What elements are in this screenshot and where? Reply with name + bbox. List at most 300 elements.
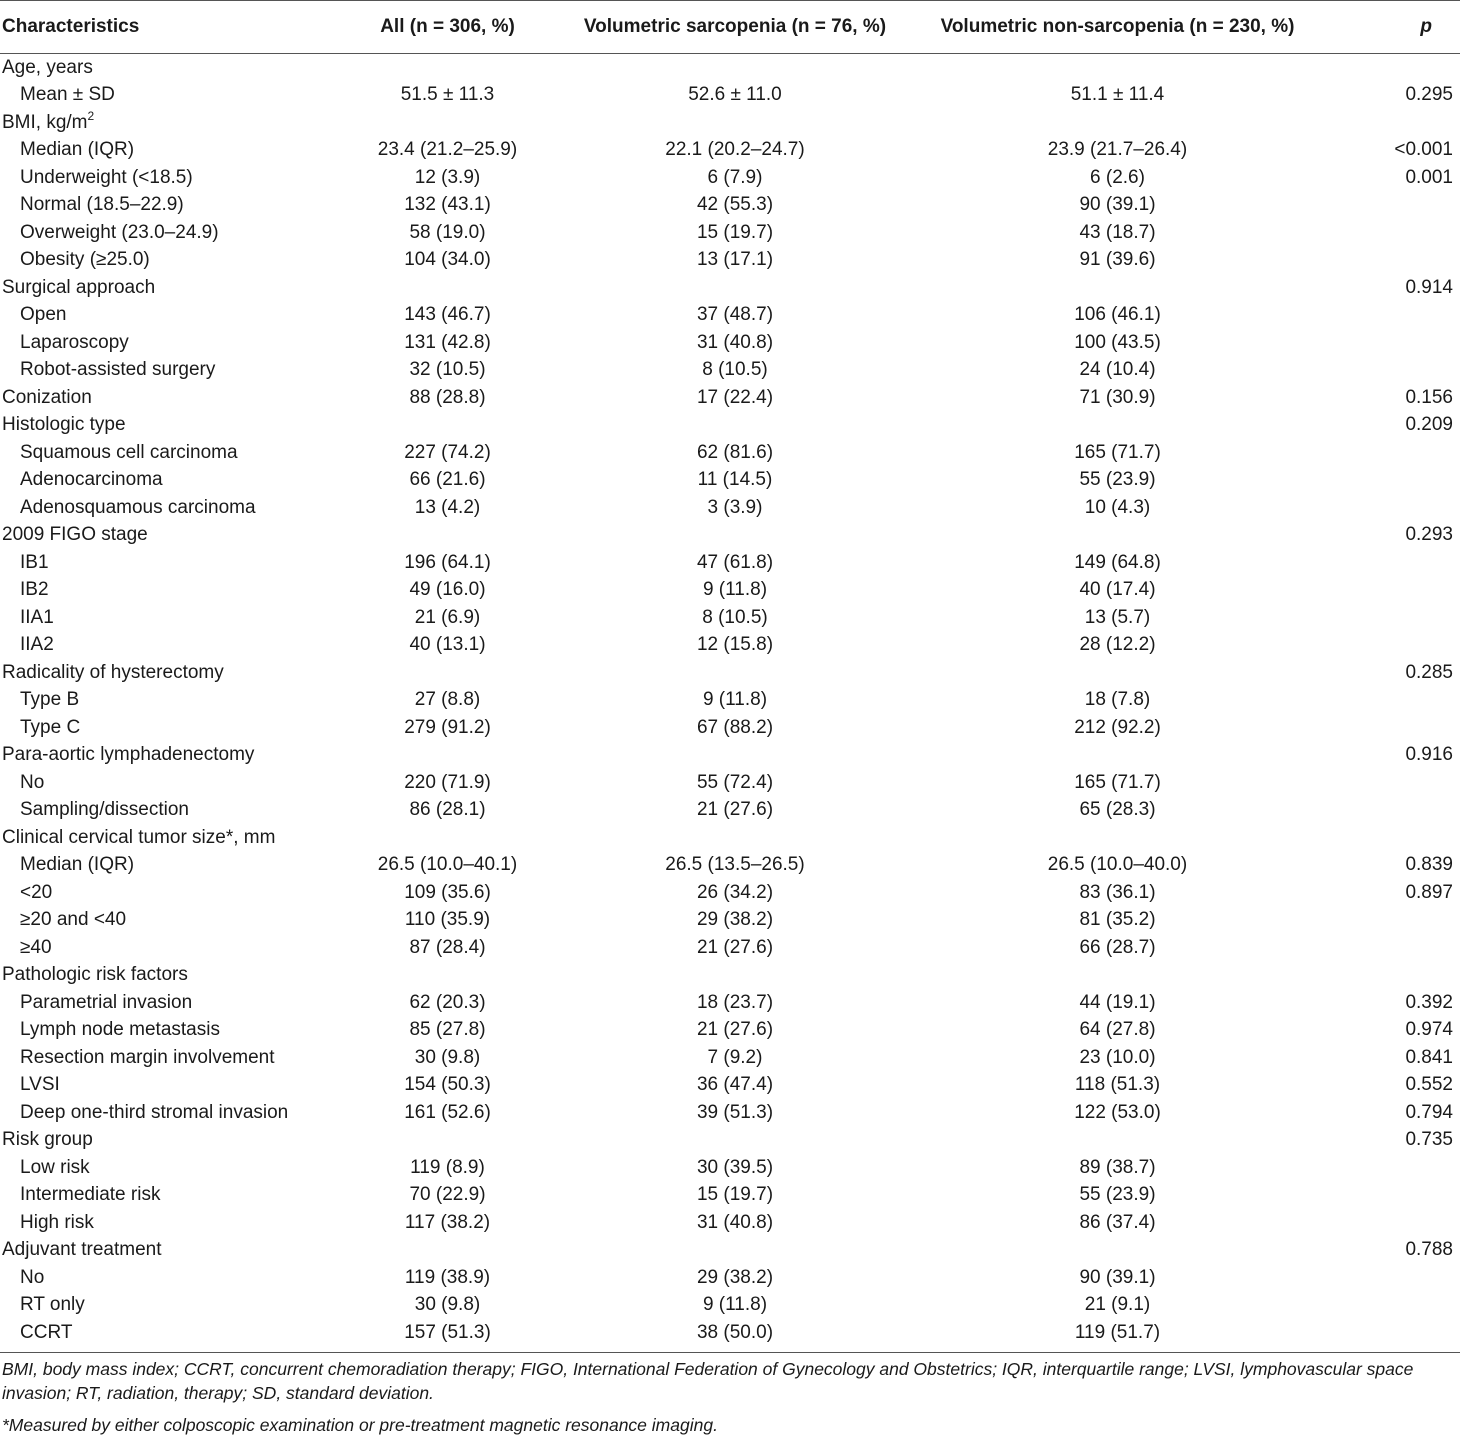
cell-p-value: 0.897 xyxy=(1405,881,1453,903)
cell-sarcopenia: 15 (19.7) xyxy=(696,221,774,243)
cell-sarcopenia: 47 (61.8) xyxy=(696,551,774,573)
cell-sarcopenia: 21 (27.6) xyxy=(696,1019,774,1041)
cell-all: 85 (27.8) xyxy=(409,1019,486,1041)
table-row xyxy=(0,384,1460,412)
cell-non-sarcopenia xyxy=(915,109,1320,137)
cell-non-sarcopenia: 65 (28.3) xyxy=(1079,799,1156,821)
row-label-text: Resection margin involvement xyxy=(20,1046,275,1068)
cell-non-sarcopenia xyxy=(915,741,1320,769)
row-label-text: Radicality of hysterectomy xyxy=(2,661,224,683)
table-row xyxy=(0,301,1460,329)
row-sublabel xyxy=(0,549,340,577)
cell-all: 109 (35.6) xyxy=(404,881,491,903)
cell-non-sarcopenia: 91 (39.6) xyxy=(1079,249,1156,271)
cell-all: 21 (6.9) xyxy=(414,606,481,628)
cell-non-sarcopenia xyxy=(915,54,1320,82)
cell-sarcopenia: 26.5 (13.5–26.5) xyxy=(665,854,805,876)
cell-p-value: 0.974 xyxy=(1405,1019,1453,1041)
cell-all: 157 (51.3) xyxy=(340,1319,555,1353)
table-row xyxy=(0,741,1460,769)
row-category-label xyxy=(0,741,340,769)
row-sublabel xyxy=(0,356,340,384)
table-row xyxy=(0,961,1460,989)
row-label-text: Deep one-third stromal invasion xyxy=(20,1101,289,1123)
row-sublabel xyxy=(0,1291,340,1319)
row-label-text: BMI, kg/m xyxy=(2,111,88,133)
row-label-text: IB1 xyxy=(20,551,49,573)
cell-p-value: 0.788 xyxy=(1405,1239,1453,1261)
cell-non-sarcopenia: 83 (36.1) xyxy=(1079,881,1156,903)
row-label-text: Median (IQR) xyxy=(20,854,135,876)
row-label-text: Risk group xyxy=(2,1129,93,1151)
cell-p-value xyxy=(1320,109,1460,137)
cell-sarcopenia xyxy=(555,659,915,687)
cell-non-sarcopenia: 119 (51.7) xyxy=(915,1319,1320,1353)
row-label-text: Laparoscopy xyxy=(20,331,129,353)
cell-sarcopenia: 12 (15.8) xyxy=(696,634,774,656)
cell-all xyxy=(340,659,555,687)
cell-p-value xyxy=(1320,356,1460,384)
cell-p-value xyxy=(1320,329,1460,357)
table-row xyxy=(0,356,1460,384)
cell-sarcopenia xyxy=(555,1236,915,1264)
table-row xyxy=(0,466,1460,494)
table-row xyxy=(0,824,1460,852)
cell-non-sarcopenia: 10 (4.3) xyxy=(1084,496,1151,518)
row-label-text: Conization xyxy=(2,386,92,408)
table-row xyxy=(0,136,1460,164)
row-label-text: RT only xyxy=(20,1294,85,1316)
cell-non-sarcopenia: 86 (37.4) xyxy=(1079,1211,1156,1233)
row-sublabel xyxy=(0,576,340,604)
cell-all: 12 (3.9) xyxy=(414,166,481,188)
cell-p-value xyxy=(1320,219,1460,247)
cell-all: 227 (74.2) xyxy=(404,441,491,463)
row-label-text: Lymph node metastasis xyxy=(20,1019,220,1041)
table-row xyxy=(0,329,1460,357)
row-label-text: Adenocarcinoma xyxy=(20,469,163,491)
row-category-label xyxy=(0,824,340,852)
row-sublabel xyxy=(0,136,340,164)
cell-p-value xyxy=(1320,494,1460,522)
cell-all: 23.4 (21.2–25.9) xyxy=(377,139,518,161)
header-sarcopenia: Volumetric sarcopenia (n = 76, %) xyxy=(555,1,915,54)
cell-sarcopenia xyxy=(555,741,915,769)
row-sublabel xyxy=(0,1264,340,1292)
table-row xyxy=(0,1016,1460,1044)
table-row xyxy=(0,851,1460,879)
cell-sarcopenia: 21 (27.6) xyxy=(696,799,774,821)
table-header-row xyxy=(0,1,1460,54)
cell-non-sarcopenia: 28 (12.2) xyxy=(1079,634,1156,656)
cell-all: 110 (35.9) xyxy=(404,909,491,931)
cell-sarcopenia: 31 (40.8) xyxy=(696,1211,774,1233)
cell-p-value xyxy=(1320,301,1460,329)
cell-p-value xyxy=(1320,934,1460,962)
row-sublabel xyxy=(0,191,340,219)
table-row xyxy=(0,989,1460,1017)
cell-all: 196 (64.1) xyxy=(404,551,491,573)
table-row xyxy=(0,686,1460,714)
row-label-text: Parametrial invasion xyxy=(20,991,193,1013)
cell-sarcopenia: 6 (7.9) xyxy=(707,166,763,188)
cell-non-sarcopenia: 24 (10.4) xyxy=(1079,359,1156,381)
asterisk-note: *Measured by either colposcopic examination or pre-treatment magnetic resonance imaging. xyxy=(2,1414,718,1435)
cell-sarcopenia: 17 (22.4) xyxy=(696,386,774,408)
cell-non-sarcopenia xyxy=(915,961,1320,989)
cell-p-value xyxy=(1320,906,1460,934)
row-sublabel xyxy=(0,604,340,632)
cell-p-value: <0.001 xyxy=(1394,139,1453,161)
row-category-label xyxy=(0,961,340,989)
cell-all: 30 (9.8) xyxy=(414,1046,481,1068)
row-label-text: Sampling/dissection xyxy=(20,799,189,821)
row-sublabel xyxy=(0,329,340,357)
cell-sarcopenia xyxy=(555,1126,915,1154)
row-sublabel xyxy=(0,1071,340,1099)
table-row xyxy=(0,1181,1460,1209)
row-label-text: Low risk xyxy=(20,1156,90,1178)
table-row xyxy=(0,1154,1460,1182)
cell-non-sarcopenia: 26.5 (10.0–40.0) xyxy=(1047,854,1188,876)
cell-p-value xyxy=(1320,769,1460,797)
cell-all: 51.5 ± 11.3 xyxy=(400,84,495,106)
cell-all xyxy=(340,741,555,769)
row-category-label xyxy=(0,1126,340,1154)
row-category-label xyxy=(0,274,340,302)
cell-p-value: 0.295 xyxy=(1405,84,1453,106)
cell-sarcopenia xyxy=(555,274,915,302)
cell-non-sarcopenia: 6 (2.6) xyxy=(1090,166,1145,188)
cell-sarcopenia: 3 (3.9) xyxy=(707,496,763,518)
cell-p-value: 0.841 xyxy=(1405,1046,1453,1068)
cell-p-value xyxy=(1320,1291,1460,1319)
cell-all: 13 (4.2) xyxy=(414,496,481,518)
cell-p-value xyxy=(1320,604,1460,632)
header-characteristics: Characteristics xyxy=(0,1,340,54)
row-label-text: Robot-assisted surgery xyxy=(20,359,216,381)
cell-p-value xyxy=(1320,1181,1460,1209)
table-row xyxy=(0,631,1460,659)
cell-all: 87 (28.4) xyxy=(409,936,486,958)
cell-p-value: 0.293 xyxy=(1405,524,1453,546)
row-label-text: Clinical cervical tumor size*, mm xyxy=(2,826,276,848)
cell-p-value: 0.735 xyxy=(1405,1129,1453,1151)
table-row xyxy=(0,1209,1460,1237)
table-row xyxy=(0,659,1460,687)
cell-non-sarcopenia: 21 (9.1) xyxy=(1084,1294,1151,1316)
cell-p-value xyxy=(1320,824,1460,852)
row-label-text: Histologic type xyxy=(2,414,126,436)
cell-sarcopenia: 42 (55.3) xyxy=(696,194,774,216)
cell-all xyxy=(340,1126,555,1154)
cell-non-sarcopenia: 100 (43.5) xyxy=(1074,331,1161,353)
cell-all xyxy=(340,274,555,302)
cell-all xyxy=(340,824,555,852)
table-row xyxy=(0,1291,1460,1319)
cell-non-sarcopenia: 40 (17.4) xyxy=(1079,579,1156,601)
cell-p-value xyxy=(1320,796,1460,824)
row-label-text: No xyxy=(20,771,45,793)
cell-all: 30 (9.8) xyxy=(414,1294,481,1316)
table-row xyxy=(0,796,1460,824)
cell-non-sarcopenia: 18 (7.8) xyxy=(1084,689,1151,711)
cell-all xyxy=(340,961,555,989)
cell-all: 66 (21.6) xyxy=(409,469,486,491)
row-sublabel xyxy=(0,1209,340,1237)
cell-all xyxy=(340,411,555,439)
cell-sarcopenia xyxy=(555,961,915,989)
cell-non-sarcopenia: 165 (71.7) xyxy=(1074,441,1161,463)
cell-sarcopenia xyxy=(555,411,915,439)
row-label-text: Squamous cell carcinoma xyxy=(20,441,238,463)
row-label-text: CCRT xyxy=(20,1321,73,1343)
table-row xyxy=(0,81,1460,109)
row-sublabel xyxy=(0,906,340,934)
table-row xyxy=(0,219,1460,247)
table-row xyxy=(0,274,1460,302)
row-label-text: Normal (18.5–22.9) xyxy=(20,194,184,216)
cell-sarcopenia: 29 (38.2) xyxy=(696,1266,774,1288)
row-sublabel xyxy=(0,439,340,467)
cell-all xyxy=(340,1236,555,1264)
row-category-label xyxy=(0,521,340,549)
cell-p-value: 0.916 xyxy=(1405,744,1453,766)
cell-all: 161 (52.6) xyxy=(404,1101,491,1123)
row-label-text: Intermediate risk xyxy=(20,1184,161,1206)
row-label-text: Obesity (≥25.0) xyxy=(20,249,150,271)
cell-all: 154 (50.3) xyxy=(404,1074,491,1096)
row-label-text: Median (IQR) xyxy=(20,139,135,161)
cell-non-sarcopenia: 51.1 ± 11.4 xyxy=(1070,84,1165,106)
row-label-text: High risk xyxy=(20,1211,94,1233)
row-sublabel xyxy=(0,219,340,247)
row-label-text: Pathologic risk factors xyxy=(2,964,188,986)
cell-non-sarcopenia: 64 (27.8) xyxy=(1079,1019,1156,1041)
cell-sarcopenia: 26 (34.2) xyxy=(696,881,774,903)
cell-p-value xyxy=(1320,466,1460,494)
table-row xyxy=(0,191,1460,219)
cell-non-sarcopenia xyxy=(915,411,1320,439)
row-sublabel xyxy=(0,1181,340,1209)
cell-sarcopenia: 11 (14.5) xyxy=(697,469,773,491)
row-sublabel xyxy=(0,246,340,274)
row-label-text: Mean ± SD xyxy=(20,84,115,106)
cell-non-sarcopenia xyxy=(915,1126,1320,1154)
cell-non-sarcopenia xyxy=(915,824,1320,852)
cell-all xyxy=(340,109,555,137)
cell-sarcopenia: 29 (38.2) xyxy=(696,909,774,931)
cell-sarcopenia: 18 (23.7) xyxy=(696,991,774,1013)
row-sublabel xyxy=(0,934,340,962)
row-category-label xyxy=(0,659,340,687)
cell-sarcopenia: 15 (19.7) xyxy=(696,1184,774,1206)
row-label-text: Adenosquamous carcinoma xyxy=(20,496,256,518)
table-row xyxy=(0,1319,1460,1353)
row-label-text: Age, years xyxy=(2,57,93,78)
row-label-text: Adjuvant treatment xyxy=(2,1239,162,1261)
row-label-text: IIA1 xyxy=(20,606,54,628)
row-sublabel xyxy=(0,164,340,192)
cell-sarcopenia: 8 (10.5) xyxy=(702,606,768,628)
table-row xyxy=(0,714,1460,742)
cell-p-value xyxy=(1320,191,1460,219)
cell-non-sarcopenia: 89 (38.7) xyxy=(1079,1156,1156,1178)
cell-non-sarcopenia: 23.9 (21.7–26.4) xyxy=(1047,139,1188,161)
cell-p-value xyxy=(1320,54,1460,82)
row-label-superscript: 2 xyxy=(87,108,95,123)
row-category-label xyxy=(0,1236,340,1264)
row-label-text: Para-aortic lymphadenectomy xyxy=(2,744,255,766)
cell-non-sarcopenia: 106 (46.1) xyxy=(1074,304,1161,326)
cell-all: 88 (28.8) xyxy=(409,386,486,408)
cell-all: 70 (22.9) xyxy=(409,1184,486,1206)
cell-all: 119 (8.9) xyxy=(410,1156,485,1178)
cell-all: 131 (42.8) xyxy=(404,331,491,353)
cell-all: 220 (71.9) xyxy=(404,771,491,793)
table-row xyxy=(0,1126,1460,1154)
table-row xyxy=(0,576,1460,604)
row-category-label xyxy=(0,54,340,82)
cell-p-value: 0.914 xyxy=(1405,276,1453,298)
cell-sarcopenia: 55 (72.4) xyxy=(696,771,774,793)
table-row xyxy=(0,769,1460,797)
cell-sarcopenia: 36 (47.4) xyxy=(696,1074,774,1096)
cell-all: 62 (20.3) xyxy=(409,991,486,1013)
row-label-text: Open xyxy=(20,304,67,326)
cell-all: 143 (46.7) xyxy=(404,304,491,326)
cell-sarcopenia: 37 (48.7) xyxy=(696,304,774,326)
table-row xyxy=(0,109,1460,137)
table-body xyxy=(0,54,1460,1353)
cell-sarcopenia: 9 (11.8) xyxy=(702,689,768,711)
table-row xyxy=(0,411,1460,439)
cell-all: 86 (28.1) xyxy=(409,799,486,821)
cell-all: 279 (91.2) xyxy=(404,716,491,738)
cell-p-value: 0.209 xyxy=(1405,414,1453,436)
row-sublabel xyxy=(0,879,340,907)
cell-sarcopenia: 39 (51.3) xyxy=(696,1101,774,1123)
table-row xyxy=(0,1264,1460,1292)
cell-sarcopenia: 9 (11.8) xyxy=(702,579,768,601)
cell-non-sarcopenia: 23 (10.0) xyxy=(1079,1046,1156,1068)
cell-p-value xyxy=(1320,549,1460,577)
cell-sarcopenia: 9 (11.8) xyxy=(702,1294,768,1316)
cell-non-sarcopenia: 13 (5.7) xyxy=(1084,606,1151,628)
row-sublabel xyxy=(0,1319,340,1353)
cell-non-sarcopenia: 81 (35.2) xyxy=(1079,909,1156,931)
row-label-text: Overweight (23.0–24.9) xyxy=(20,221,219,243)
cell-non-sarcopenia: 212 (92.2) xyxy=(1074,716,1161,738)
row-label-text: LVSI xyxy=(20,1074,60,1096)
cell-non-sarcopenia xyxy=(915,1236,1320,1264)
row-sublabel xyxy=(0,686,340,714)
cell-p-value: 0.156 xyxy=(1405,386,1453,408)
row-label-text: Underweight (<18.5) xyxy=(20,166,193,188)
row-sublabel xyxy=(0,714,340,742)
cell-sarcopenia: 31 (40.8) xyxy=(696,331,774,353)
cell-sarcopenia: 67 (88.2) xyxy=(696,716,774,738)
cell-sarcopenia xyxy=(555,521,915,549)
row-sublabel xyxy=(0,989,340,1017)
row-label-text: <20 xyxy=(20,881,53,903)
cell-all: 58 (19.0) xyxy=(409,221,486,243)
table-row xyxy=(0,439,1460,467)
cell-all: 40 (13.1) xyxy=(409,634,486,656)
cell-non-sarcopenia: 149 (64.8) xyxy=(1074,551,1161,573)
cell-p-value xyxy=(1320,631,1460,659)
cell-p-value: 0.392 xyxy=(1405,991,1453,1013)
cell-p-value xyxy=(1320,1209,1460,1237)
cell-non-sarcopenia: 122 (53.0) xyxy=(1074,1101,1161,1123)
cell-p-value xyxy=(1320,714,1460,742)
cell-sarcopenia xyxy=(555,824,915,852)
table-row xyxy=(0,1044,1460,1072)
cell-sarcopenia: 30 (39.5) xyxy=(696,1156,774,1178)
row-label-text: Type C xyxy=(20,716,81,738)
table-row xyxy=(0,906,1460,934)
cell-non-sarcopenia xyxy=(915,521,1320,549)
cell-p-value xyxy=(1320,1154,1460,1182)
table-row xyxy=(0,494,1460,522)
row-sublabel xyxy=(0,466,340,494)
table-row xyxy=(0,1071,1460,1099)
cell-all: 132 (43.1) xyxy=(404,194,491,216)
table-row xyxy=(0,549,1460,577)
cell-non-sarcopenia xyxy=(915,274,1320,302)
row-label-text: ≥40 xyxy=(20,936,52,958)
cell-non-sarcopenia: 90 (39.1) xyxy=(1079,194,1156,216)
table-row xyxy=(0,879,1460,907)
cell-all: 117 (38.2) xyxy=(404,1211,491,1233)
cell-p-value xyxy=(1320,1319,1460,1353)
cell-p-value: 0.839 xyxy=(1405,854,1453,876)
row-sublabel xyxy=(0,1154,340,1182)
table-footnotes xyxy=(0,1353,1460,1437)
cell-p-value xyxy=(1320,1264,1460,1292)
cell-sarcopenia xyxy=(555,109,915,137)
cell-non-sarcopenia: 43 (18.7) xyxy=(1079,221,1156,243)
cell-all: 27 (8.8) xyxy=(414,689,481,711)
abbreviations-note: BMI, body mass index; CCRT, concurrent chemoradiation therapy; FIGO, International Federation of Gynecology and Obstetrics; IQR, interquartile range; LVSI, lymphovascular space invasion; RT, radiation, therapy; SD, standard deviation. xyxy=(2,1358,1414,1403)
table-row xyxy=(0,604,1460,632)
cell-p-value xyxy=(1320,576,1460,604)
cell-sarcopenia: 7 (9.2) xyxy=(707,1046,763,1068)
row-label-text: 2009 FIGO stage xyxy=(2,524,148,546)
cell-non-sarcopenia: 55 (23.9) xyxy=(1079,1184,1156,1206)
row-sublabel xyxy=(0,81,340,109)
row-label-text: No xyxy=(20,1266,45,1288)
cell-all: 26.5 (10.0–40.1) xyxy=(377,854,518,876)
cell-p-value xyxy=(1320,961,1460,989)
cell-p-value xyxy=(1320,439,1460,467)
cell-p-value: 0.001 xyxy=(1405,166,1453,188)
row-category-label xyxy=(0,109,340,137)
row-category-label xyxy=(0,411,340,439)
cell-p-value: 0.794 xyxy=(1405,1101,1453,1123)
cell-p-value: 0.552 xyxy=(1405,1074,1453,1096)
cell-p-value: 0.285 xyxy=(1405,661,1453,683)
header-p-value: p xyxy=(1320,1,1460,54)
table-row xyxy=(0,1099,1460,1127)
cell-non-sarcopenia: 44 (19.1) xyxy=(1079,991,1156,1013)
row-label-text: ≥20 and <40 xyxy=(20,909,127,931)
table-row xyxy=(0,246,1460,274)
cell-p-value xyxy=(1320,686,1460,714)
header-all: All (n = 306, %) xyxy=(340,1,555,54)
table-row xyxy=(0,934,1460,962)
row-sublabel xyxy=(0,631,340,659)
